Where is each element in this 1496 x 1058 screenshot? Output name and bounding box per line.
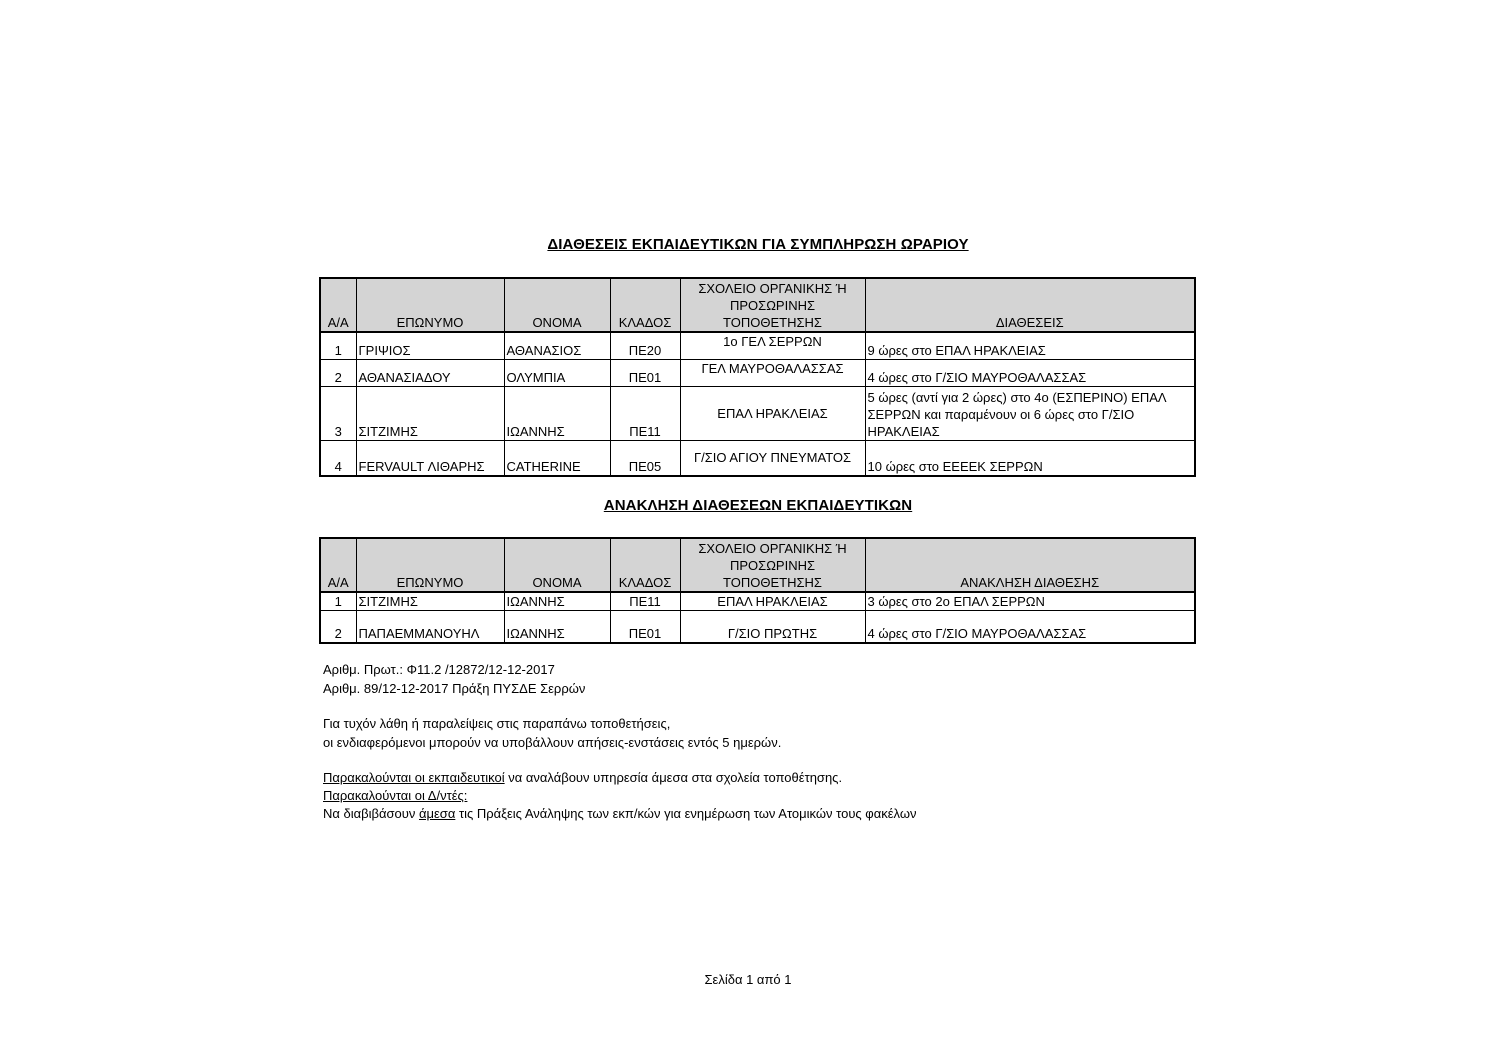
cell-action: 4 ώρες στο Γ/ΣΙΟ ΜΑΥΡΟΘΑΛΑΣΣΑΣ [865,359,1195,386]
forward-notice-rest: τις Πράξεις Ανάληψης των εκπ/κών για ενημέρωση των Ατομικών τους φακέλων [455,806,917,821]
header-school: ΣΧΟΛΕΙΟ ΟΡΓΑΝΙΚΗΣ Ή ΠΡΟΣΩΡΙΝΗΣ ΤΟΠΟΘΕΤΗΣΗΣ [680,278,865,332]
act-reference: Αριθμ. 89/12-12-2017 Πράξη ΠΥΣΔΕ Σερρών [323,681,586,696]
forward-notice-prefix: Να διαβιβάσουν [323,806,419,821]
cell-surname: ΠΑΠΑΕΜΜΑΝΟΥΗΛ [356,611,504,643]
forward-notice-underlined: άμεσα [419,806,456,821]
table-row [320,611,1195,643]
header-name: ΟΝΟΜΑ [504,278,610,332]
header-surname: ΕΠΩΝΥΜΟ [356,278,504,332]
cell-school: ΕΠΑΛ ΗΡΑΚΛΕΙΑΣ [680,386,865,440]
errors-notice-line1: Για τυχόν λάθη ή παραλείψεις στις παραπάνω τοποθετήσεις, [323,716,671,731]
table-row [320,440,1195,476]
cell-aa: 2 [320,359,356,386]
cell-name: ΑΘΑΝΑΣΙΟΣ [504,332,610,359]
assignments-table [319,277,1196,477]
cell-branch: ΠΕ01 [610,359,680,386]
cell-aa: 3 [320,386,356,440]
cell-aa: 2 [320,611,356,643]
header-branch: ΚΛΑΔΟΣ [610,538,680,592]
cell-surname: FERVAULT ΛΙΘΑΡΗΣ [356,440,504,476]
teachers-notice-underlined: Παρακαλούνται οι εκπαιδευτικοί [323,770,505,785]
cell-name: CATHERINE [504,440,610,476]
cell-school: Γ/ΣΙΟ ΠΡΩΤΗΣ [680,611,865,643]
cell-aa: 4 [320,440,356,476]
page-footer: Σελίδα 1 από 1 [704,972,792,987]
header-branch: ΚΛΑΔΟΣ [610,278,680,332]
cell-branch: ΠΕ01 [610,611,680,643]
cell-action: 10 ώρες στο ΕΕΕΕΚ ΣΕΡΡΩΝ [865,440,1195,476]
header-aa: Α/Α [320,278,356,332]
cell-branch: ΠΕ20 [610,332,680,359]
table2-title: ΑΝΑΚΛΗΣΗ ΔΙΑΘΕΣΕΩΝ ΕΚΠΑΙΔΕΥΤΙΚΩΝ [603,497,913,514]
cell-name: ΙΩΑΝΝΗΣ [504,611,610,643]
table-row [320,386,1195,440]
cell-surname: ΣΙΤΖΙΜΗΣ [356,386,504,440]
header-surname: ΕΠΩΝΥΜΟ [356,538,504,592]
cell-action: 9 ώρες στο ΕΠΑΛ ΗΡΑΚΛΕΙΑΣ [865,332,1195,359]
cell-school: ΕΠΑΛ ΗΡΑΚΛΕΙΑΣ [680,592,865,611]
teachers-notice [323,768,842,787]
cell-school: 1ο ΓΕΛ ΣΕΡΡΩΝ [680,332,865,359]
cell-branch: ΠΕ05 [610,440,680,476]
directors-notice-underlined: Παρακαλούνται οι Δ/ντές: [323,788,468,803]
header-name: ΟΝΟΜΑ [504,538,610,592]
header-action: ΔΙΑΘΕΣΕΙΣ [865,278,1195,332]
header-aa: Α/Α [320,538,356,592]
table1-title: ΔΙΑΘΕΣΕΙΣ ΕΚΠΑΙΔΕΥΤΙΚΩΝ ΓΙΑ ΣΥΜΠΛΗΡΩΣΗ ΩΡΑΡΙΟΥ [547,236,969,253]
cell-aa: 1 [320,592,356,611]
forward-notice [323,804,917,823]
recall-table [319,537,1196,644]
table-row [320,359,1195,386]
table-header-row [320,278,1195,332]
cell-branch: ΠΕ11 [610,386,680,440]
cell-surname: ΓΡΙΨΙΟΣ [356,332,504,359]
cell-school: Γ/ΣΙΟ ΑΓΙΟΥ ΠΝΕΥΜΑΤΟΣ [680,440,865,476]
table-row [320,592,1195,611]
header-school: ΣΧΟΛΕΙΟ ΟΡΓΑΝΙΚΗΣ Ή ΠΡΟΣΩΡΙΝΗΣ ΤΟΠΟΘΕΤΗΣΗΣ [680,538,865,592]
cell-action: 4 ώρες στο Γ/ΣΙΟ ΜΑΥΡΟΘΑΛΑΣΣΑΣ [865,611,1195,643]
cell-school: ΓΕΛ ΜΑΥΡΟΘΑΛΑΣΣΑΣ [680,359,865,386]
cell-surname: ΣΙΤΖΙΜΗΣ [356,592,504,611]
cell-surname: ΑΘΑΝΑΣΙΑΔΟΥ [356,359,504,386]
errors-notice-line2: οι ενδιαφερόμενοι μπορούν να υποβάλλουν απήσεις-ενστάσεις εντός 5 ημερών. [323,735,782,750]
cell-name: ΙΩΑΝΝΗΣ [504,386,610,440]
cell-name: ΟΛΥΜΠΙΑ [504,359,610,386]
cell-name: ΙΩΑΝΝΗΣ [504,592,610,611]
cell-aa: 1 [320,332,356,359]
table-header-row [320,538,1195,592]
cell-action: 5 ώρες (αντί για 2 ώρες) στο 4ο (ΕΣΠΕΡΙΝΟ) ΕΠΑΛ ΣΕΡΡΩΝ και παραμένουν οι 6 ώρες στο Γ/ΣΙΟ ΗΡΑΚΛΕΙΑΣ [865,386,1195,440]
teachers-notice-rest: να αναλάβουν υπηρεσία άμεσα στα σχολεία τοποθέτησης. [504,770,843,785]
directors-notice [323,786,467,805]
protocol-number: Αριθμ. Πρωτ.: Φ11.2 /12872/12-12-2017 [323,662,555,677]
cell-branch: ΠΕ11 [610,592,680,611]
cell-action: 3 ώρες στο 2ο ΕΠΑΛ ΣΕΡΡΩΝ [865,592,1195,611]
header-action: ΑΝΑΚΛΗΣΗ ΔΙΑΘΕΣΗΣ [865,538,1195,592]
table-row [320,332,1195,359]
